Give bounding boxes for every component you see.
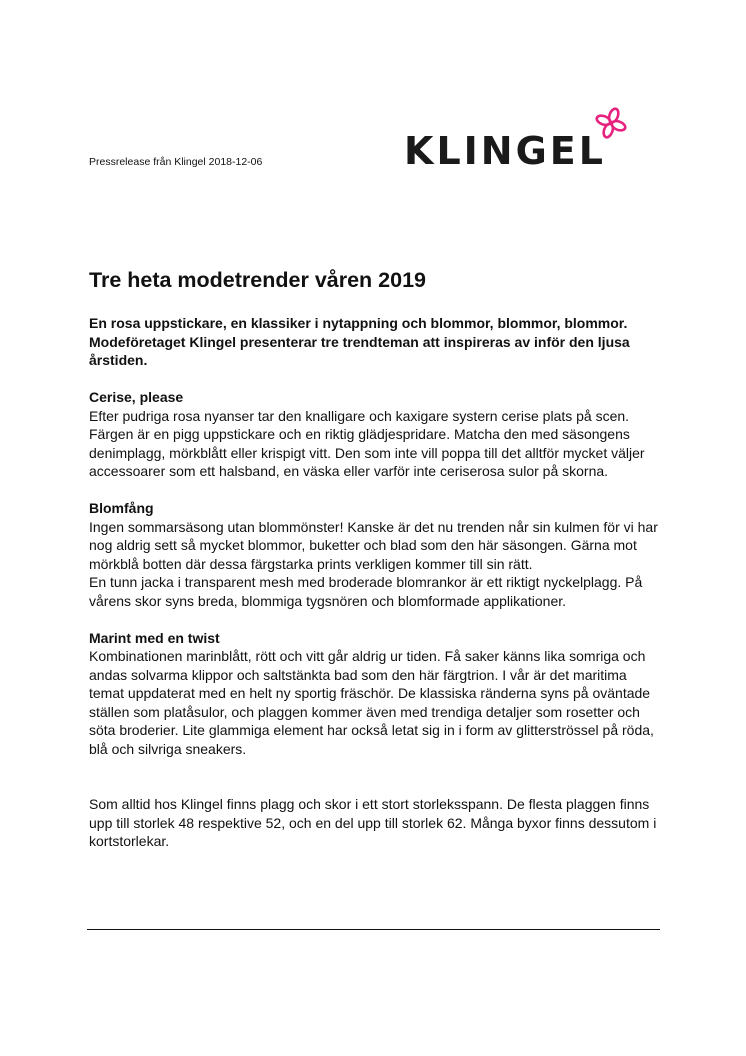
section-paragraph: Efter pudriga rosa nyanser tar den knalligare och kaxigare systern cerise plats på scen. Färgen är en pigg uppstickare och en riktig glädjespridare. Matcha den med säsongens denimplagg, mörkblått eller krispigt vitt. Den som inte vill poppa till det alltför mycket väljer accessoarer som ett halsband, en väska eller varför inte ceriserosa sulor på skorna. [89,407,645,479]
press-release-date: Pressrelease från Klingel 2018-12-06 [89,156,263,168]
klingel-logo [404,106,636,172]
closing-paragraph: Som alltid hos Klingel finns plagg och skor i ett stort storleksspann. De flesta plaggen finns upp till storlek 48 respektive 52, och en del upp till storlek 62. Många byxor finns dessutom i kortstorlekar. [89,796,657,849]
section-heading: Blomfång [89,500,154,516]
section-blomfang [89,499,664,610]
section-cerise [89,388,664,481]
section-paragraph: Ingen sommarsäsong utan blommönster! Kanske är det nu trenden når sin kulmen för vi har nog aldrig sett så mycket blommor, buketter och blad som den här säsongen. Gärna mot mörkblå botten där dessa färgstarka prints verkligen kommer till sin rätt. [89,518,658,572]
section-heading: Marint med en twist [89,629,220,646]
article-body [89,314,664,851]
logo-wordmark: KLINGEL [404,129,606,173]
footer-divider [87,929,660,930]
section-paragraph: En tunn jacka i transparent mesh med broderade blomrankor är ett riktigt nyckelplagg. På vårens skor syns breda, blommiga tygsnören och blomformade applikationer. [89,574,643,609]
flower-icon [594,106,628,140]
page-title: Tre heta modetrender våren 2019 [89,268,426,292]
lead-paragraph: En rosa uppstickare, en klassiker i nytappning och blommor, blommor, blommor. Modeföretaget Klingel presenterar tre trendteman att inspireras av inför den ljusa årstiden. [89,315,630,368]
section-heading: Cerise, please [89,389,184,405]
section-marint [89,629,664,759]
section-paragraph: Kombinationen marinblått, rött och vitt går aldrig ur tiden. Få saker känns lika somriga och andas solvarma klippor och saltstänkta bad som den här färgtrion. I vår är det maritima temat uppdaterat med en helt ny sportig fräschör. De klassiska ränderna syns på oväntade ställen som platåsulor, och plaggen kommer även med trendiga detaljer som rosetter och söta broderier. Lite glammiga element har också letat sig in i form av glitterströssel på röda, blå och silvriga sneakers. [89,648,654,757]
